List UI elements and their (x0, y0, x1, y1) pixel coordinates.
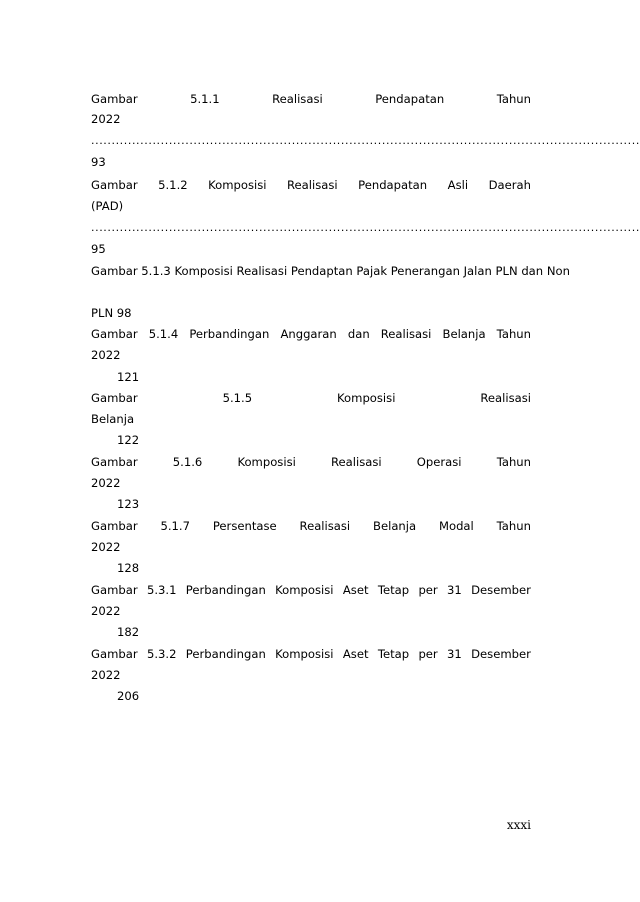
toc-entry-5-1-5[interactable] (91, 391, 531, 406)
caption-word: Perbandingan (189, 327, 270, 341)
caption-word: 5.1.6 (172, 455, 203, 469)
caption-word: Gambar (91, 178, 138, 192)
caption-word: 5.3.2 (146, 647, 177, 661)
dot-leader: ...................................................................................................................................... (91, 221, 640, 234)
caption-word: Belanja (373, 519, 417, 533)
caption-word: per (418, 647, 438, 661)
caption-word: Aset (342, 647, 369, 661)
caption-word: Gambar (91, 519, 138, 533)
toc-page-number: 128 (117, 561, 140, 575)
caption-word: Gambar (91, 583, 138, 597)
caption-word: 5.1.1 (190, 92, 220, 106)
toc-entry-continuation: (PAD) (91, 199, 124, 213)
toc-entry-5-1-6[interactable] (91, 455, 531, 470)
toc-page-number: 206 (117, 689, 140, 703)
caption-word: Komposisi (237, 455, 296, 469)
caption-word: 5.1.7 (160, 519, 190, 533)
caption-word: Tahun (496, 327, 531, 341)
caption-word: Belanja (442, 327, 486, 341)
toc-page-number: 123 (117, 497, 140, 511)
caption-word: dan (347, 327, 370, 341)
toc-entry-5-1-2[interactable] (91, 178, 531, 193)
toc-entry-continuation: 2022 (91, 476, 121, 490)
toc-entry-5-1-7[interactable] (91, 519, 531, 534)
caption-word: 31 (447, 647, 462, 661)
caption-word: Gambar (91, 455, 138, 469)
toc-entry-continuation: 2022 (91, 540, 121, 554)
toc-entry-continuation: 2022 (91, 112, 121, 126)
toc-page-number: 182 (117, 625, 140, 639)
caption-word: Tahun (496, 519, 531, 533)
caption-word: Realisasi (299, 519, 351, 533)
toc-entry-continuation: 2022 (91, 604, 121, 618)
caption-word: Gambar (91, 391, 138, 405)
caption-word: 5.1.4 (148, 327, 179, 341)
toc-entry-5-1-3[interactable]: Gambar 5.1.3 Komposisi Realisasi Pendaptan Pajak Penerangan Jalan PLN dan Non (91, 264, 570, 278)
toc-entry-5-3-2[interactable] (91, 647, 531, 662)
caption-word: Pendapatan (358, 178, 428, 192)
caption-word: 5.1.2 (158, 178, 188, 192)
caption-word: Realisasi (330, 455, 382, 469)
caption-word: Komposisi (208, 178, 267, 192)
caption-word: Pendapatan (375, 92, 445, 106)
caption-word: Komposisi (275, 583, 334, 597)
toc-page-number: 95 (91, 242, 106, 256)
caption-word: 31 (447, 583, 462, 597)
caption-word: Operasi (416, 455, 462, 469)
toc-entry-5-1-1[interactable] (91, 92, 531, 107)
caption-word: Gambar (91, 92, 138, 106)
caption-word: 5.3.1 (146, 583, 177, 597)
caption-word: Aset (342, 583, 369, 597)
caption-word: Tahun (496, 92, 531, 106)
caption-word: Anggaran (280, 327, 337, 341)
toc-entry-continuation: Belanja (91, 412, 135, 426)
caption-word: Modal (438, 519, 474, 533)
caption-word: Tetap (377, 647, 410, 661)
caption-word: Realisasi (287, 178, 338, 192)
caption-word: Tetap (377, 583, 410, 597)
caption-word: Persentase (212, 519, 277, 533)
toc-entry-continuation: 2022 (91, 668, 121, 682)
caption-word: Realisasi (272, 92, 323, 106)
caption-word: Desember (471, 583, 531, 597)
toc-page-number: 121 (117, 370, 140, 384)
caption-word: Desember (471, 647, 531, 661)
caption-word: Komposisi (275, 647, 334, 661)
caption-word: Daerah (488, 178, 531, 192)
toc-entry-continuation: 2022 (91, 348, 121, 362)
toc-entry-5-3-1[interactable] (91, 583, 531, 598)
toc-entry-5-1-4[interactable] (91, 327, 531, 342)
caption-word: 5.1.5 (222, 391, 253, 405)
caption-word: Perbandingan (185, 647, 266, 661)
caption-word: Realisasi (480, 391, 531, 405)
caption-word: Tahun (496, 455, 531, 469)
toc-page-number: 93 (91, 155, 106, 169)
dot-leader: ...................................................................................................................................... (91, 134, 640, 147)
page-folio: xxxi (506, 818, 531, 832)
caption-word: Gambar (91, 327, 138, 341)
toc-entry-continuation: PLN 98 (91, 306, 132, 320)
caption-word: Realisasi (380, 327, 432, 341)
caption-word: Asli (447, 178, 469, 192)
caption-word: Gambar (91, 647, 138, 661)
caption-word: Komposisi (337, 391, 396, 405)
caption-word: per (418, 583, 438, 597)
caption-word: Perbandingan (185, 583, 266, 597)
toc-page-number: 122 (117, 433, 140, 447)
